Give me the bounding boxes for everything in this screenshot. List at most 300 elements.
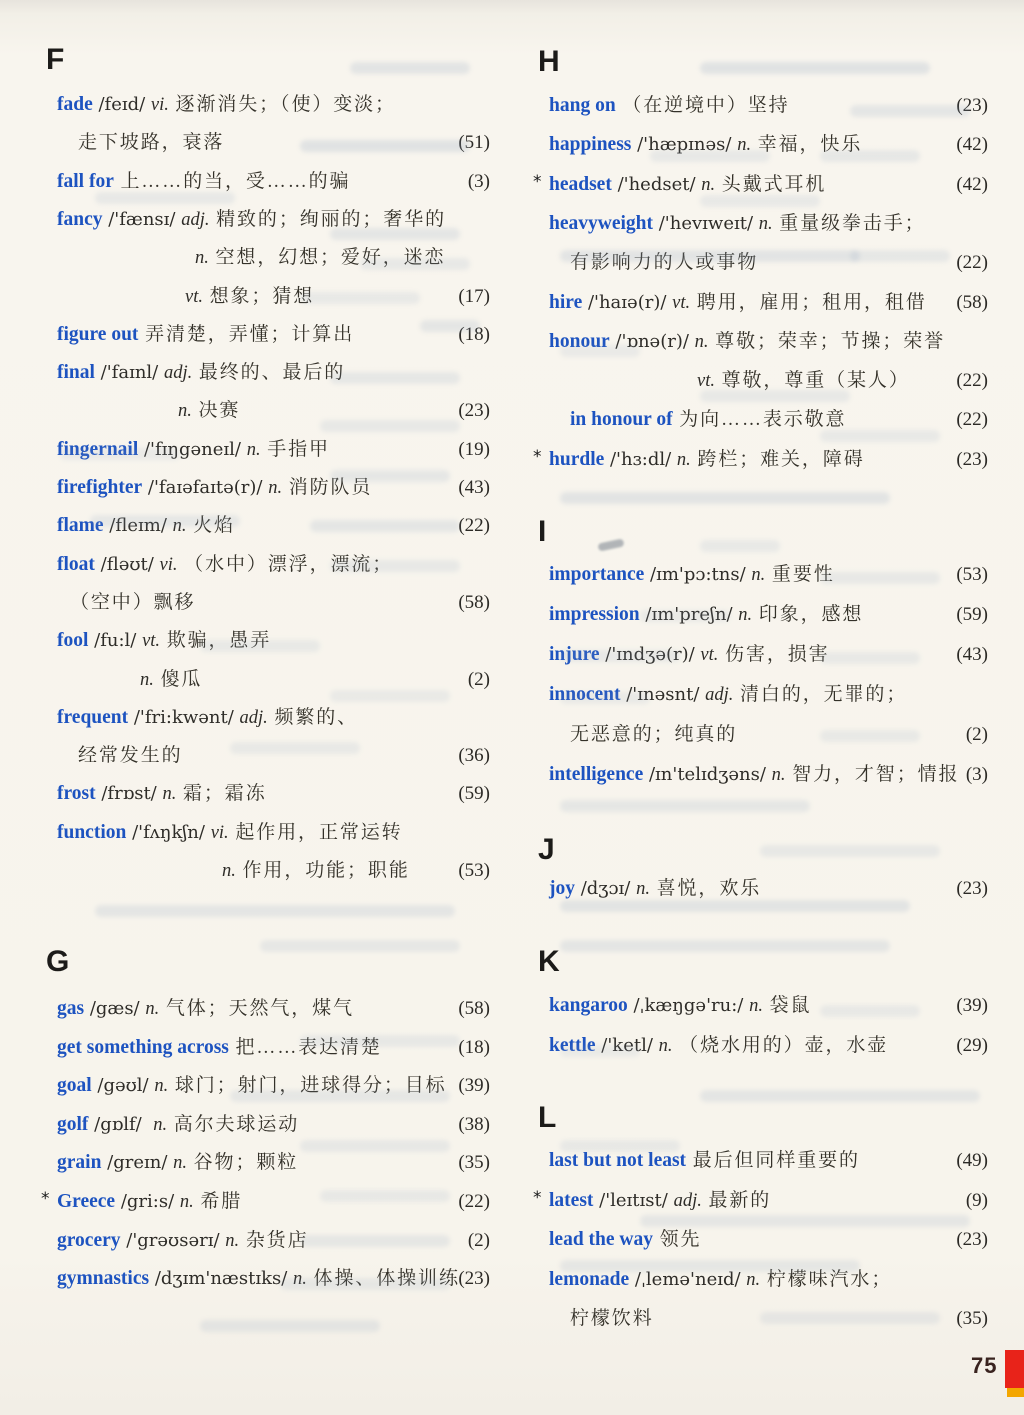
bleed-through-artifact	[330, 560, 460, 572]
phonetic: /'faɪəfaɪtə(r)/	[142, 477, 269, 498]
phonetic: /'fænsɪ/	[102, 208, 182, 230]
part-of-speech: n.	[749, 996, 763, 1016]
part-of-speech: n.	[145, 999, 160, 1019]
part-of-speech: n.	[173, 1153, 187, 1174]
page-ref: (18)	[458, 1036, 490, 1058]
phonetic: /'haɪə(r)/	[582, 291, 673, 313]
page-number: 75	[971, 1353, 998, 1378]
bleed-through-artifact	[330, 470, 450, 482]
headword: kangaroo	[549, 995, 628, 1016]
chinese-gloss: 跨栏；难关，障碍	[690, 448, 865, 470]
entry-line	[40, 996, 492, 1026]
page-ref: (2)	[467, 1229, 490, 1251]
page-ref: (23)	[458, 400, 490, 422]
headword: fade	[57, 94, 93, 115]
page-ref: (39)	[956, 995, 988, 1016]
chinese-gloss: 走下坡路，衰落	[78, 132, 225, 154]
chinese-gloss: 重要性	[765, 564, 835, 585]
part-of-speech: n.	[225, 1230, 240, 1251]
headword: honour	[549, 330, 610, 352]
bleed-through-artifact	[850, 105, 970, 117]
bleed-through-artifact	[760, 845, 940, 857]
headword: flame	[57, 515, 104, 537]
chinese-gloss: 经常发生的	[78, 745, 183, 767]
part-of-speech: n.	[195, 248, 209, 269]
entry-line	[532, 762, 990, 792]
part-of-speech: n.	[268, 478, 283, 498]
chinese-gloss: 希腊	[193, 1191, 243, 1212]
chinese-gloss: 高尔夫球运动	[167, 1113, 300, 1135]
part-of-speech: n.	[153, 1114, 168, 1135]
bleed-through-artifact	[560, 345, 640, 357]
part-of-speech: adj.	[163, 363, 193, 384]
bleed-through-artifact	[95, 905, 455, 917]
chinese-gloss: 最终的、最后的	[192, 362, 346, 384]
headword: figure out	[57, 323, 139, 345]
chinese-gloss: （水中）漂浮，漂流；	[177, 553, 394, 575]
phonetic: /ˌkæŋgə'ru:/	[627, 995, 750, 1016]
part-of-speech: n.	[178, 401, 192, 422]
page-ref: (58)	[458, 591, 490, 613]
part-of-speech: vt.	[142, 631, 161, 652]
phonetic: /ˌlemə'neɪd/	[629, 1268, 747, 1290]
page-ref: (23)	[458, 1268, 490, 1290]
part-of-speech: n.	[222, 861, 236, 881]
bleed-through-artifact	[700, 1090, 980, 1102]
chinese-gloss: 喜悦，欢乐	[649, 878, 762, 899]
chinese-gloss: 印象，感想	[752, 604, 864, 625]
headword: last but not least	[549, 1150, 687, 1171]
headword: in honour of	[570, 409, 673, 431]
page-ref: (22)	[458, 515, 490, 537]
part-of-speech: n.	[293, 1269, 307, 1290]
headword: float	[57, 553, 95, 575]
chinese-gloss: 傻瓜	[153, 668, 203, 690]
bleed-through-artifact	[820, 430, 940, 442]
part-of-speech: n.	[701, 174, 716, 195]
chinese-gloss: 有影响力的人或事物	[570, 252, 759, 274]
part-of-speech: adj.	[181, 209, 210, 230]
phonetic: /'grəʊsərɪ/	[120, 1229, 226, 1251]
chinese-gloss: 最后但同样重要的	[686, 1150, 860, 1171]
part-of-speech: n.	[140, 669, 154, 690]
asterisk-marker: *	[41, 1189, 50, 1209]
phonetic: /'hæpɪnəs/	[631, 134, 738, 156]
phonetic: /dʒɪm'næstɪks/	[149, 1268, 294, 1290]
headword: hire	[549, 291, 583, 313]
chinese-gloss: 智力，才智；情报	[785, 764, 960, 785]
phonetic: /'hɜ:dl/	[604, 448, 677, 470]
page-ref: (3)	[965, 764, 988, 785]
phonetic: /'faɪnl/	[94, 362, 164, 384]
chinese-gloss: 最新的	[701, 1189, 772, 1211]
asterisk-marker: *	[533, 171, 542, 192]
headword: headset	[549, 173, 612, 195]
bleed-through-artifact	[820, 150, 920, 162]
page-ref: (38)	[458, 1113, 490, 1135]
page-ref: (17)	[458, 285, 490, 307]
chinese-gloss: 柠檬饮料	[570, 1308, 654, 1329]
headword: innocent	[549, 684, 621, 705]
phonetic: /gəʊl/	[91, 1075, 155, 1097]
entry-line	[532, 602, 990, 632]
part-of-speech: n.	[694, 331, 709, 352]
page-ref: (58)	[956, 291, 988, 313]
chinese-gloss: 杂货店	[239, 1229, 309, 1251]
part-of-speech: vi.	[210, 822, 229, 843]
bleed-through-artifact	[200, 640, 320, 652]
page-ref: (59)	[458, 783, 490, 805]
part-of-speech: vi.	[150, 95, 169, 115]
phonetic: /'ɪndʒə(r)/	[599, 644, 701, 665]
page-ref: (23)	[956, 878, 988, 899]
chinese-gloss: 谷物；颗粒	[187, 1152, 299, 1174]
page-ref: (3)	[467, 170, 490, 192]
headword: gas	[57, 998, 85, 1019]
bleed-through-artifact	[650, 150, 770, 162]
chinese-gloss: 袋鼠	[762, 995, 812, 1016]
page-ref: (35)	[956, 1308, 988, 1329]
headword: latest	[549, 1189, 594, 1211]
chinese-gloss: 聘用，雇用；租用，租借	[690, 291, 927, 313]
chinese-gloss: 霜；霜冻	[176, 783, 267, 805]
page-ref: (53)	[956, 564, 988, 585]
headword: final	[57, 362, 95, 384]
part-of-speech: vt.	[185, 286, 203, 307]
part-of-speech: n.	[746, 1269, 761, 1290]
bleed-through-artifact	[300, 1140, 450, 1152]
bleed-through-artifact	[560, 1140, 680, 1152]
headword: fall for	[57, 170, 114, 192]
page-ref: (9)	[965, 1189, 988, 1211]
entry-line	[40, 590, 492, 620]
phonetic: /'ɒnə(r)/	[609, 330, 695, 352]
headword: Greece	[57, 1191, 116, 1212]
chinese-gloss: （在逆境中）坚持	[615, 95, 790, 116]
part-of-speech: vt.	[700, 645, 719, 665]
bleed-through-artifact	[95, 192, 235, 204]
chinese-gloss: 精致的；绚丽的；奢华的	[209, 208, 447, 230]
chinese-gloss: 气体；天然气，煤气	[159, 998, 354, 1019]
bleed-through-artifact	[230, 742, 360, 754]
bleed-through-artifact	[330, 228, 460, 240]
part-of-speech: n.	[771, 765, 786, 785]
chinese-gloss: 尊敬，尊重（某人）	[714, 370, 910, 392]
phonetic: /ɪn'telɪdʒəns/	[643, 764, 772, 785]
phonetic: /ɪm'preʃn/	[639, 604, 739, 625]
bleed-through-artifact	[820, 652, 920, 664]
bleed-through-artifact	[700, 195, 820, 207]
page-ref: (22)	[956, 252, 988, 274]
entry-line	[532, 722, 990, 752]
part-of-speech: n.	[154, 1076, 169, 1097]
headword: impression	[549, 604, 640, 625]
part-of-speech: vi.	[159, 554, 178, 575]
page-ref: (43)	[458, 477, 490, 498]
bleed-through-artifact	[300, 292, 420, 304]
headword: importance	[549, 564, 645, 585]
bleed-through-artifact	[300, 1235, 450, 1247]
bleed-through-artifact	[200, 1320, 380, 1332]
bleed-through-artifact	[260, 940, 460, 952]
page-ref: (42)	[956, 134, 988, 156]
part-of-speech: vt.	[672, 292, 691, 313]
page-ref: (2)	[965, 724, 988, 745]
chinese-gloss: 头戴式耳机	[715, 173, 827, 195]
chinese-gloss: （烧水用的）壶，水壶	[672, 1035, 889, 1056]
headword: happiness	[549, 134, 632, 156]
bleed-through-artifact	[850, 250, 950, 262]
entry-line	[40, 92, 492, 122]
phonetic: /'leɪtɪst/	[593, 1189, 674, 1211]
bleed-through-artifact	[820, 730, 920, 742]
entry-line	[40, 858, 492, 888]
headword: fingernail	[57, 438, 139, 460]
headword: kettle	[549, 1035, 596, 1056]
headword: golf	[57, 1113, 89, 1135]
part-of-speech: n.	[172, 516, 187, 537]
chinese-gloss: 无恶意的；纯真的	[570, 724, 738, 745]
bleed-through-artifact	[560, 250, 860, 262]
phonetic: /greɪn/	[101, 1152, 174, 1174]
entry-line	[40, 705, 492, 735]
chinese-gloss: 火焰	[186, 515, 235, 537]
bleed-through-artifact	[280, 1278, 450, 1290]
headword: grocery	[57, 1229, 121, 1251]
chinese-gloss: 频繁的、	[267, 706, 359, 728]
bleed-through-artifact	[300, 1035, 460, 1047]
headword: fancy	[57, 208, 103, 230]
phonetic: /fləʊt/	[94, 553, 160, 575]
headword: joy	[549, 878, 575, 899]
bleed-through-artifact	[320, 1190, 450, 1202]
phonetic: /gæs/	[84, 998, 146, 1019]
chinese-gloss: 手指甲	[260, 438, 330, 460]
bleed-through-artifact	[640, 1215, 970, 1227]
bleed-through-artifact	[320, 420, 460, 432]
part-of-speech: adj.	[239, 707, 268, 728]
page-ref: (59)	[956, 604, 988, 625]
headword: gymnastics	[57, 1268, 150, 1290]
headword: get something across	[57, 1036, 229, 1058]
phonetic: /'hedset/	[611, 173, 702, 195]
section-letter-L: L	[538, 1101, 558, 1134]
phonetic: /dʒɔɪ/	[575, 878, 637, 899]
headword: injure	[549, 644, 600, 665]
phonetic: /ɪm'pɔ:tns/	[644, 564, 752, 585]
phonetic: /'fʌŋkʃn/	[126, 821, 211, 843]
chinese-gloss: 为向……表示敬意	[672, 409, 847, 431]
bleed-through-artifact	[560, 492, 890, 504]
entry-line	[532, 1227, 990, 1257]
entry-line	[40, 1150, 492, 1180]
bleed-through-artifact	[700, 390, 850, 402]
section-letter-F: F	[46, 43, 66, 76]
phonetic: /feɪd/	[92, 94, 151, 115]
bleed-through-artifact	[560, 900, 910, 912]
headword: frequent	[57, 706, 129, 728]
bleed-through-artifact	[560, 1260, 860, 1272]
section-letter-G: G	[46, 945, 71, 978]
chinese-gloss: 清白的，无罪的；	[733, 684, 908, 705]
page-ref: (42)	[956, 173, 988, 195]
headword: frost	[57, 783, 96, 805]
entry-line	[532, 447, 990, 477]
chinese-gloss: 把……表达清楚	[228, 1036, 382, 1058]
right-column	[532, 0, 990, 1415]
entry-line	[532, 1188, 990, 1218]
bleed-through-artifact	[560, 800, 810, 812]
page-ref: (35)	[458, 1152, 490, 1174]
bleed-through-artifact	[420, 320, 480, 332]
bleed-through-artifact	[310, 520, 460, 532]
chinese-gloss: （空中）飘移	[70, 591, 196, 613]
page-ref: (23)	[956, 448, 988, 470]
page-ref: (22)	[956, 370, 988, 392]
chinese-gloss: 领先	[653, 1229, 702, 1250]
section-letter-H: H	[538, 45, 561, 78]
page-edge-tab	[1005, 1350, 1024, 1388]
chinese-gloss: 想象；猜想	[202, 285, 315, 307]
left-column	[40, 0, 492, 1415]
chinese-gloss: 空想，幻想；爱好，迷恋	[208, 247, 446, 269]
bleed-through-artifact	[330, 372, 460, 384]
page-ref: (23)	[956, 1229, 988, 1250]
bleed-through-artifact	[560, 650, 680, 662]
bleed-through-artifact	[330, 690, 450, 702]
section-letter-J: J	[538, 833, 556, 866]
page-ref: (58)	[458, 998, 490, 1019]
chinese-gloss: 作用，功能；职能	[235, 860, 410, 881]
part-of-speech: n.	[758, 213, 773, 234]
entry-line	[40, 781, 492, 811]
phonetic: /fleɪm/	[103, 515, 173, 537]
headword: goal	[57, 1075, 92, 1097]
bleed-through-artifact	[700, 62, 930, 74]
page-ref: (2)	[467, 668, 490, 690]
bleed-through-artifact	[360, 258, 470, 270]
entry-line	[532, 211, 990, 241]
asterisk-marker: *	[533, 446, 542, 467]
page-ref: (29)	[956, 1035, 988, 1056]
bleed-through-artifact	[820, 572, 940, 584]
chinese-gloss: 球门；射门，进球得分；目标	[168, 1075, 447, 1097]
page-ref: (53)	[458, 860, 490, 881]
page-edge-tab-accent	[1007, 1388, 1024, 1397]
headword: heavyweight	[549, 212, 653, 234]
headword: intelligence	[549, 764, 644, 785]
headword: grain	[57, 1152, 102, 1174]
bleed-through-artifact	[300, 140, 470, 152]
bleed-through-artifact	[560, 1045, 640, 1057]
part-of-speech: adj.	[705, 685, 734, 705]
chinese-gloss: 消防队员	[282, 477, 373, 498]
entry-line	[532, 290, 990, 320]
chinese-gloss: 重量级拳击手；	[772, 212, 926, 234]
entry-line	[40, 284, 492, 314]
part-of-speech: n.	[179, 1192, 194, 1212]
part-of-speech: vt.	[697, 371, 715, 392]
chinese-gloss: 幸福，快乐	[751, 134, 863, 156]
chinese-gloss: 起作用，正常运转	[228, 821, 403, 843]
bleed-through-artifact	[700, 540, 780, 552]
headword: lead the way	[549, 1229, 653, 1250]
phonetic: /'fri:kwənt/	[128, 706, 240, 728]
bleed-through-artifact	[230, 1090, 450, 1102]
chinese-gloss: 决赛	[191, 400, 241, 422]
part-of-speech: n.	[751, 565, 766, 585]
bleed-through-artifact	[60, 448, 180, 460]
part-of-speech: n.	[162, 784, 177, 805]
part-of-speech: n.	[738, 605, 753, 625]
chinese-gloss: 上……的当，受……的骗	[113, 170, 351, 192]
headword: hang on	[549, 95, 616, 116]
phonetic: /gɒlf/	[88, 1113, 154, 1135]
phonetic: /gri:s/	[115, 1191, 180, 1212]
page-ref: (22)	[458, 1191, 490, 1212]
chinese-gloss: 尊敬；荣幸；节操；荣誉	[708, 330, 946, 352]
part-of-speech: n.	[636, 879, 650, 899]
asterisk-marker: *	[533, 1187, 542, 1208]
section-letter-I: I	[538, 515, 548, 548]
headword: hurdle	[549, 448, 605, 470]
chinese-gloss: 逐渐消失；（使）变淡；	[168, 94, 396, 115]
headword: function	[57, 821, 127, 843]
bleed-through-artifact	[560, 940, 890, 952]
part-of-speech: n.	[246, 439, 261, 460]
phonetic: /'fɪŋgəneɪl/	[138, 438, 247, 460]
phonetic: /fu:l/	[88, 630, 143, 652]
chinese-gloss: 伤害，损害	[718, 644, 830, 665]
entry-line	[532, 1148, 990, 1178]
bleed-through-artifact	[90, 515, 240, 527]
chinese-gloss: 弄清楚，弄懂；计算出	[138, 323, 355, 345]
bleed-through-artifact	[560, 692, 650, 704]
bleed-through-artifact	[350, 62, 470, 74]
entry-line	[40, 1112, 492, 1142]
part-of-speech: n.	[737, 135, 752, 156]
page-ref: (19)	[458, 438, 490, 460]
page-ref: (51)	[458, 132, 490, 154]
headword: lemonade	[549, 1268, 630, 1290]
headword: fool	[57, 630, 89, 652]
bleed-through-artifact	[820, 1005, 920, 1017]
bleed-through-artifact	[760, 1312, 940, 1324]
page-ref: (23)	[956, 95, 988, 116]
chinese-gloss: 欺骗，愚弄	[160, 630, 272, 652]
phonetic: /'hevɪweɪt/	[653, 212, 759, 234]
page-ref: (22)	[956, 409, 988, 431]
part-of-speech: n.	[676, 449, 691, 470]
part-of-speech: n.	[658, 1036, 673, 1056]
chinese-gloss: 体操、体操训练	[306, 1268, 460, 1290]
section-letter-K: K	[538, 945, 561, 978]
phonetic: /frɒst/	[95, 783, 163, 805]
phonetic: /'ketl/	[595, 1035, 659, 1056]
phonetic: /'ɪnəsnt/	[620, 684, 706, 705]
entry-line	[532, 993, 990, 1023]
page-ref: (18)	[458, 323, 490, 345]
page-ref: (43)	[956, 644, 988, 665]
part-of-speech: adj.	[673, 1190, 702, 1211]
entry-line	[40, 820, 492, 850]
chinese-gloss: 柠檬味汽水；	[760, 1268, 893, 1290]
page-ref: (36)	[458, 745, 490, 767]
page-ref: (39)	[458, 1075, 490, 1097]
bleed-through-artifact	[640, 610, 730, 622]
page-ref: (49)	[956, 1150, 988, 1171]
headword: firefighter	[57, 477, 143, 498]
